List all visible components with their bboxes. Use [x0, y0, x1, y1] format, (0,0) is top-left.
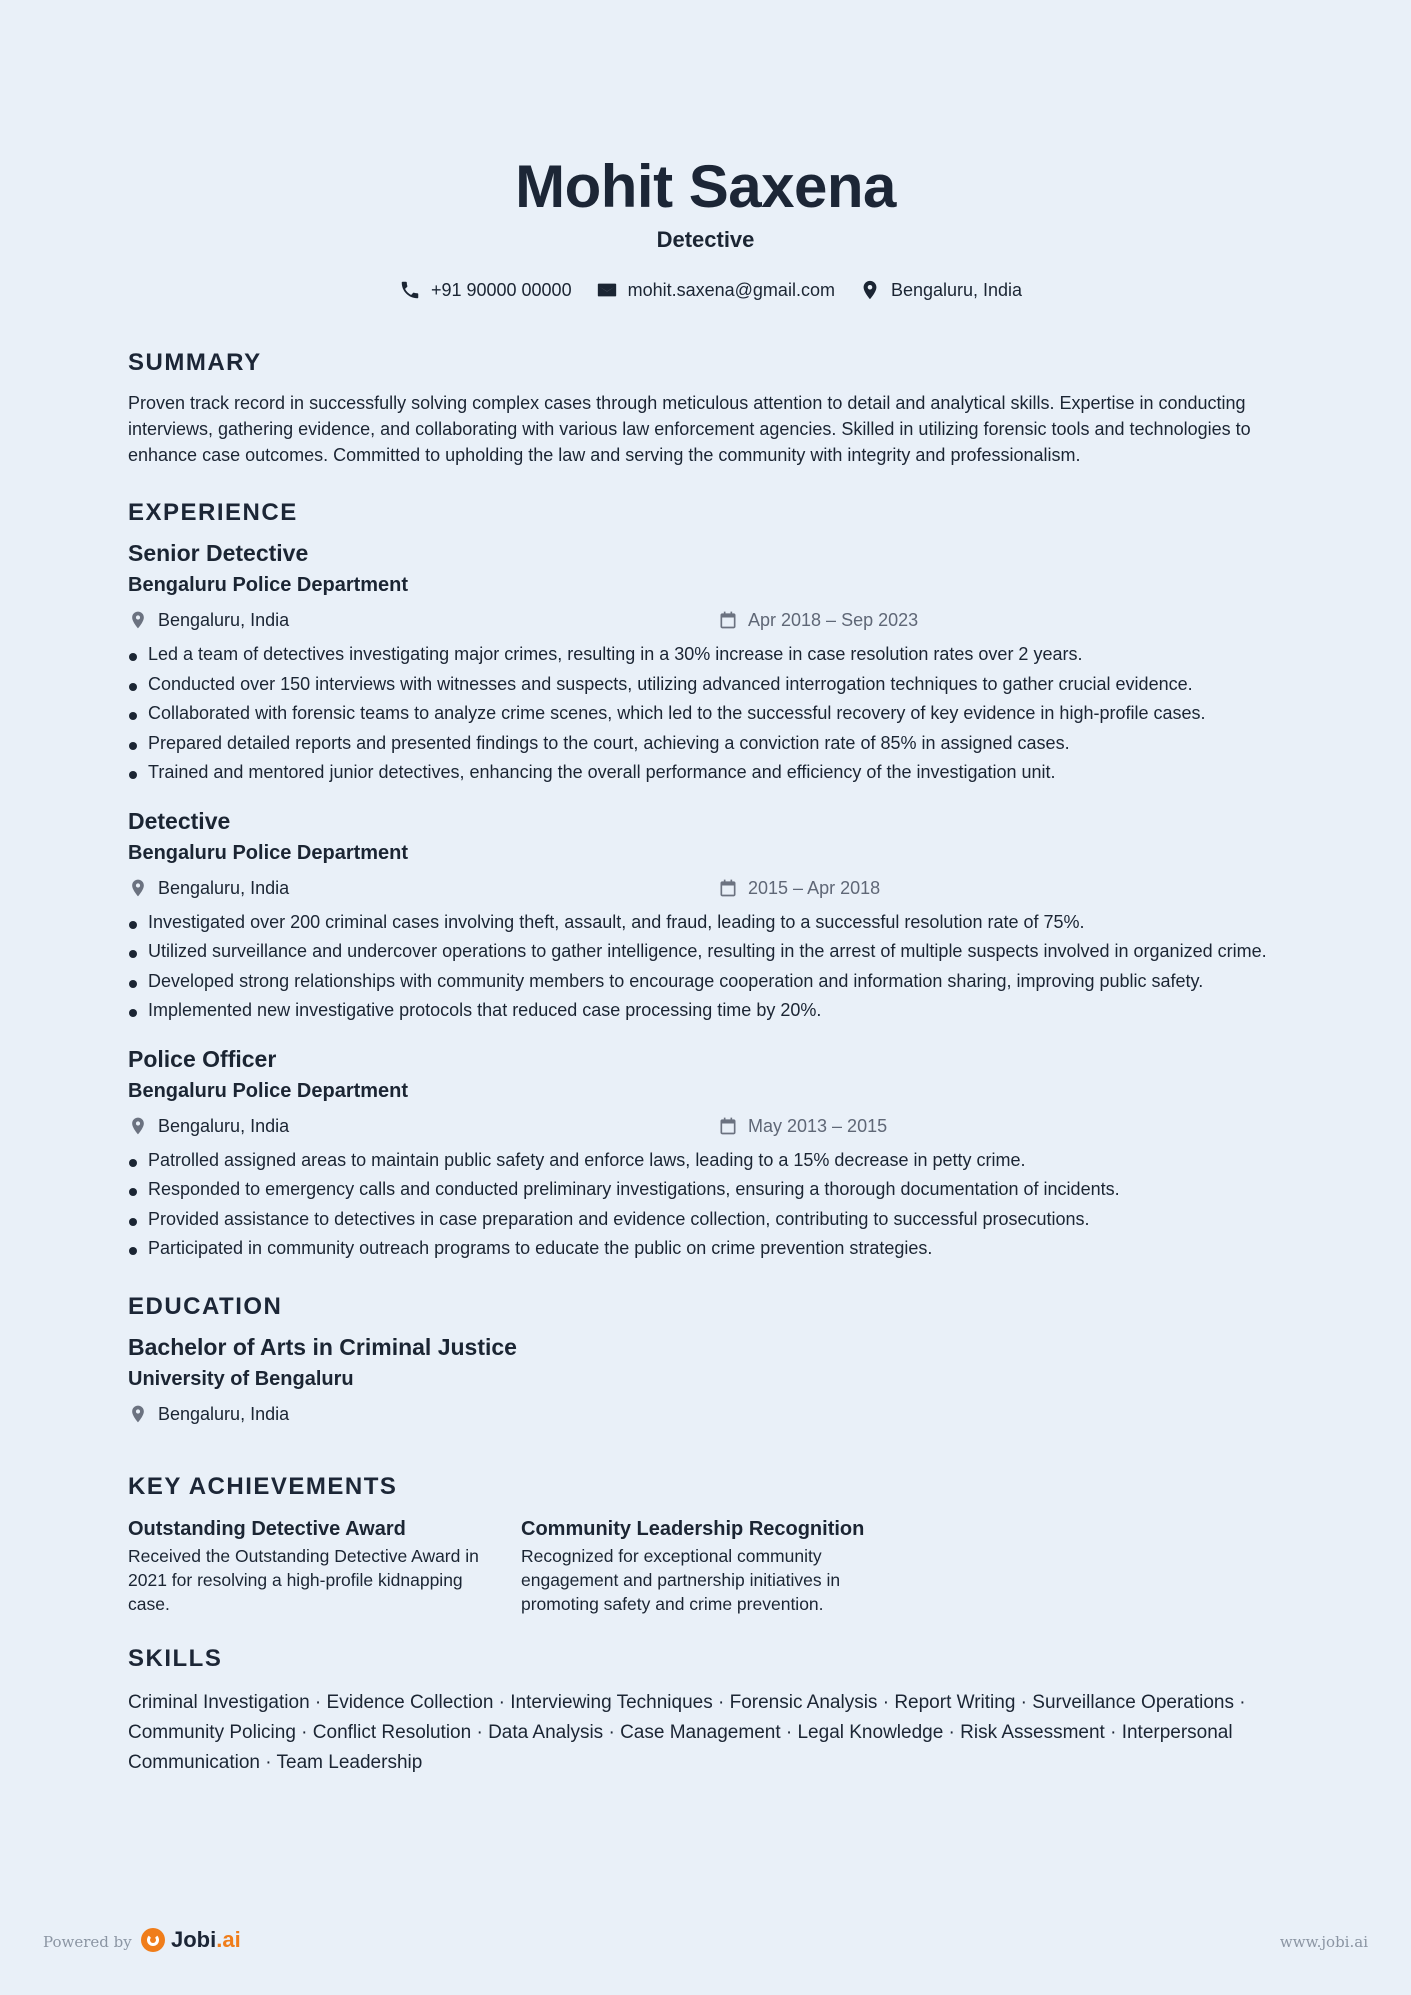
brand-logo-icon — [141, 1928, 165, 1952]
job-dates — [718, 608, 918, 632]
bullet-item: Investigated over 200 criminal cases involving theft, assault, and fraud, leading to a successful resolution rate of 75%. — [128, 908, 1283, 938]
site-link[interactable]: www.jobi.ai — [1279, 1933, 1368, 1951]
bullet-item: Led a team of detectives investigating major crimes, resulting in a 30% increase in case resolution rates over 2 years. — [128, 640, 1283, 670]
job-meta — [128, 1114, 1283, 1138]
location-pin-icon — [128, 1404, 148, 1424]
powered-by-text: Powered by — [43, 1933, 132, 1951]
job-organization: Bengaluru Police Department — [128, 1079, 409, 1102]
achievement-title: Outstanding Detective Award — [128, 1517, 406, 1540]
bullet-item: Trained and mentored junior detectives, enhancing the overall performance and efficiency of the investigation unit. — [128, 758, 1283, 788]
contact-row — [128, 278, 1283, 302]
page-footer — [0, 1925, 1411, 1961]
degree-title: Bachelor of Arts in Criminal Justice — [128, 1333, 517, 1360]
job-location-text: Bengaluru, India — [158, 610, 290, 630]
education-location-text: Bengaluru, India — [158, 1403, 290, 1424]
job-title: Senior Detective — [128, 540, 309, 566]
section-heading: SKILLS — [128, 1644, 223, 1672]
job-meta — [128, 608, 1283, 632]
achievement-title: Community Leadership Recognition — [521, 1517, 865, 1540]
calendar-icon — [718, 1116, 738, 1136]
job-meta — [128, 876, 1283, 900]
bullet-item: Provided assistance to detectives in case preparation and evidence collection, contributing to successful prosecutions. — [128, 1205, 1283, 1235]
job-bullets — [128, 640, 1283, 788]
job-bullets — [128, 1146, 1283, 1264]
brand-name-suffix: .ai — [216, 1927, 241, 1952]
summary-section — [128, 348, 1283, 468]
education-section — [128, 1292, 1283, 1426]
job-entry — [128, 806, 1283, 1026]
education-meta — [128, 1402, 1283, 1426]
experience-section — [128, 498, 1283, 1264]
job-dates — [718, 876, 880, 900]
location-pin-icon — [128, 1116, 148, 1136]
bullet-item: Implemented new investigative protocols that reduced case processing time by 20%. — [128, 996, 1283, 1026]
job-title: Detective — [128, 807, 231, 834]
job-location — [128, 876, 718, 900]
bullet-item: Collaborated with forensic teams to analyze crime scenes, which led to the successful recovery of key evidence in high-profile cases. — [128, 699, 1283, 729]
bullet-item: Utilized surveillance and undercover operations to gather intelligence, resulting in the arrest of multiple suspects involved in organized crime. — [128, 937, 1283, 967]
job-bullets — [128, 908, 1283, 1026]
job-organization: Bengaluru Police Department — [128, 841, 409, 864]
brand-logo[interactable] — [141, 1927, 241, 1953]
bullet-item: Responded to emergency calls and conducted preliminary investigations, ensuring a thorough documentation of incidents. — [128, 1175, 1283, 1205]
location-pin-icon — [859, 279, 881, 301]
section-heading: KEY ACHIEVEMENTS — [128, 1472, 398, 1500]
email-text: mohit.saxena@gmail.com — [627, 280, 835, 300]
contact-phone — [399, 278, 572, 302]
resume-header — [128, 0, 1283, 302]
candidate-title: Detective — [656, 227, 755, 252]
job-location — [128, 608, 718, 632]
job-location — [128, 1114, 718, 1138]
calendar-icon — [718, 610, 738, 630]
job-location-text: Bengaluru, India — [158, 877, 290, 898]
skills-text: Criminal Investigation · Evidence Collection · Interviewing Techniques · Forensic Analysis · Report Writing · Surveillance Operations · Community Policing · Conflict Resolution · Data Analysis · Case Management · Legal Knowledge · Risk Assessment · Interpersonal Communication · Team Leadership — [128, 1691, 1246, 1773]
section-heading: EDUCATION — [128, 1292, 283, 1320]
achievements-section — [128, 1472, 1283, 1616]
job-dates-text: 2015 – Apr 2018 — [748, 877, 881, 898]
school-name: University of Bengaluru — [128, 1367, 354, 1390]
section-heading: EXPERIENCE — [128, 499, 298, 526]
contact-email — [596, 278, 835, 302]
achievement-item — [128, 1516, 501, 1616]
phone-icon — [399, 279, 421, 301]
phone-text: +91 90000 00000 — [430, 280, 572, 300]
job-entry — [128, 538, 1283, 788]
job-title: Police Officer — [128, 1045, 277, 1072]
location-text: Bengaluru, India — [890, 280, 1023, 300]
location-pin-icon — [128, 878, 148, 898]
summary-text: Proven track record in successfully solving complex cases through meticulous attention to detail and analytical skills. Expertise in conducting interviews, gathering evidence, and collaborating with various law enforcement agencies. Skilled in utilizing forensic tools and technologies to enhance case outcomes. Committed to upholding the law and serving the community with integrity and professionalism. — [128, 393, 1251, 465]
job-dates — [718, 1114, 887, 1138]
candidate-name: Mohit Saxena — [515, 153, 896, 220]
job-entry — [128, 1044, 1283, 1264]
bullet-item: Developed strong relationships with community members to encourage cooperation and information sharing, improving public safety. — [128, 967, 1283, 997]
bullet-item: Conducted over 150 interviews with witnesses and suspects, utilizing advanced interrogation techniques to gather crucial evidence. — [128, 670, 1283, 700]
bullet-item: Participated in community outreach programs to educate the public on crime prevention strategies. — [128, 1234, 1283, 1264]
achievements-list — [128, 1516, 1283, 1616]
calendar-icon — [718, 878, 738, 898]
achievement-description: Recognized for exceptional community engagement and partnership initiatives in promoting safety and crime prevention. — [521, 1545, 841, 1614]
job-organization: Bengaluru Police Department — [128, 574, 409, 596]
brand-name — [171, 1927, 241, 1953]
section-heading: SUMMARY — [128, 349, 262, 376]
bullet-item: Patrolled assigned areas to maintain public safety and enforce laws, leading to a 15% decrease in petty crime. — [128, 1146, 1283, 1176]
job-location-text: Bengaluru, India — [158, 1115, 290, 1136]
email-icon — [596, 279, 618, 301]
education-location — [128, 1402, 718, 1426]
job-dates-text: Apr 2018 – Sep 2023 — [748, 610, 919, 630]
bullet-item: Prepared detailed reports and presented findings to the court, achieving a conviction rate of 85% in assigned cases. — [128, 729, 1283, 759]
job-dates-text: May 2013 – 2015 — [748, 1115, 888, 1136]
brand-name-main: Jobi — [171, 1927, 217, 1952]
resume-page — [128, 0, 1283, 1778]
location-pin-icon — [128, 610, 148, 630]
achievement-item — [521, 1516, 894, 1616]
skills-section — [128, 1644, 1283, 1778]
contact-location — [859, 278, 1022, 302]
achievement-description: Received the Outstanding Detective Award in 2021 for resolving a high-profile kidnapping case. — [128, 1545, 479, 1614]
